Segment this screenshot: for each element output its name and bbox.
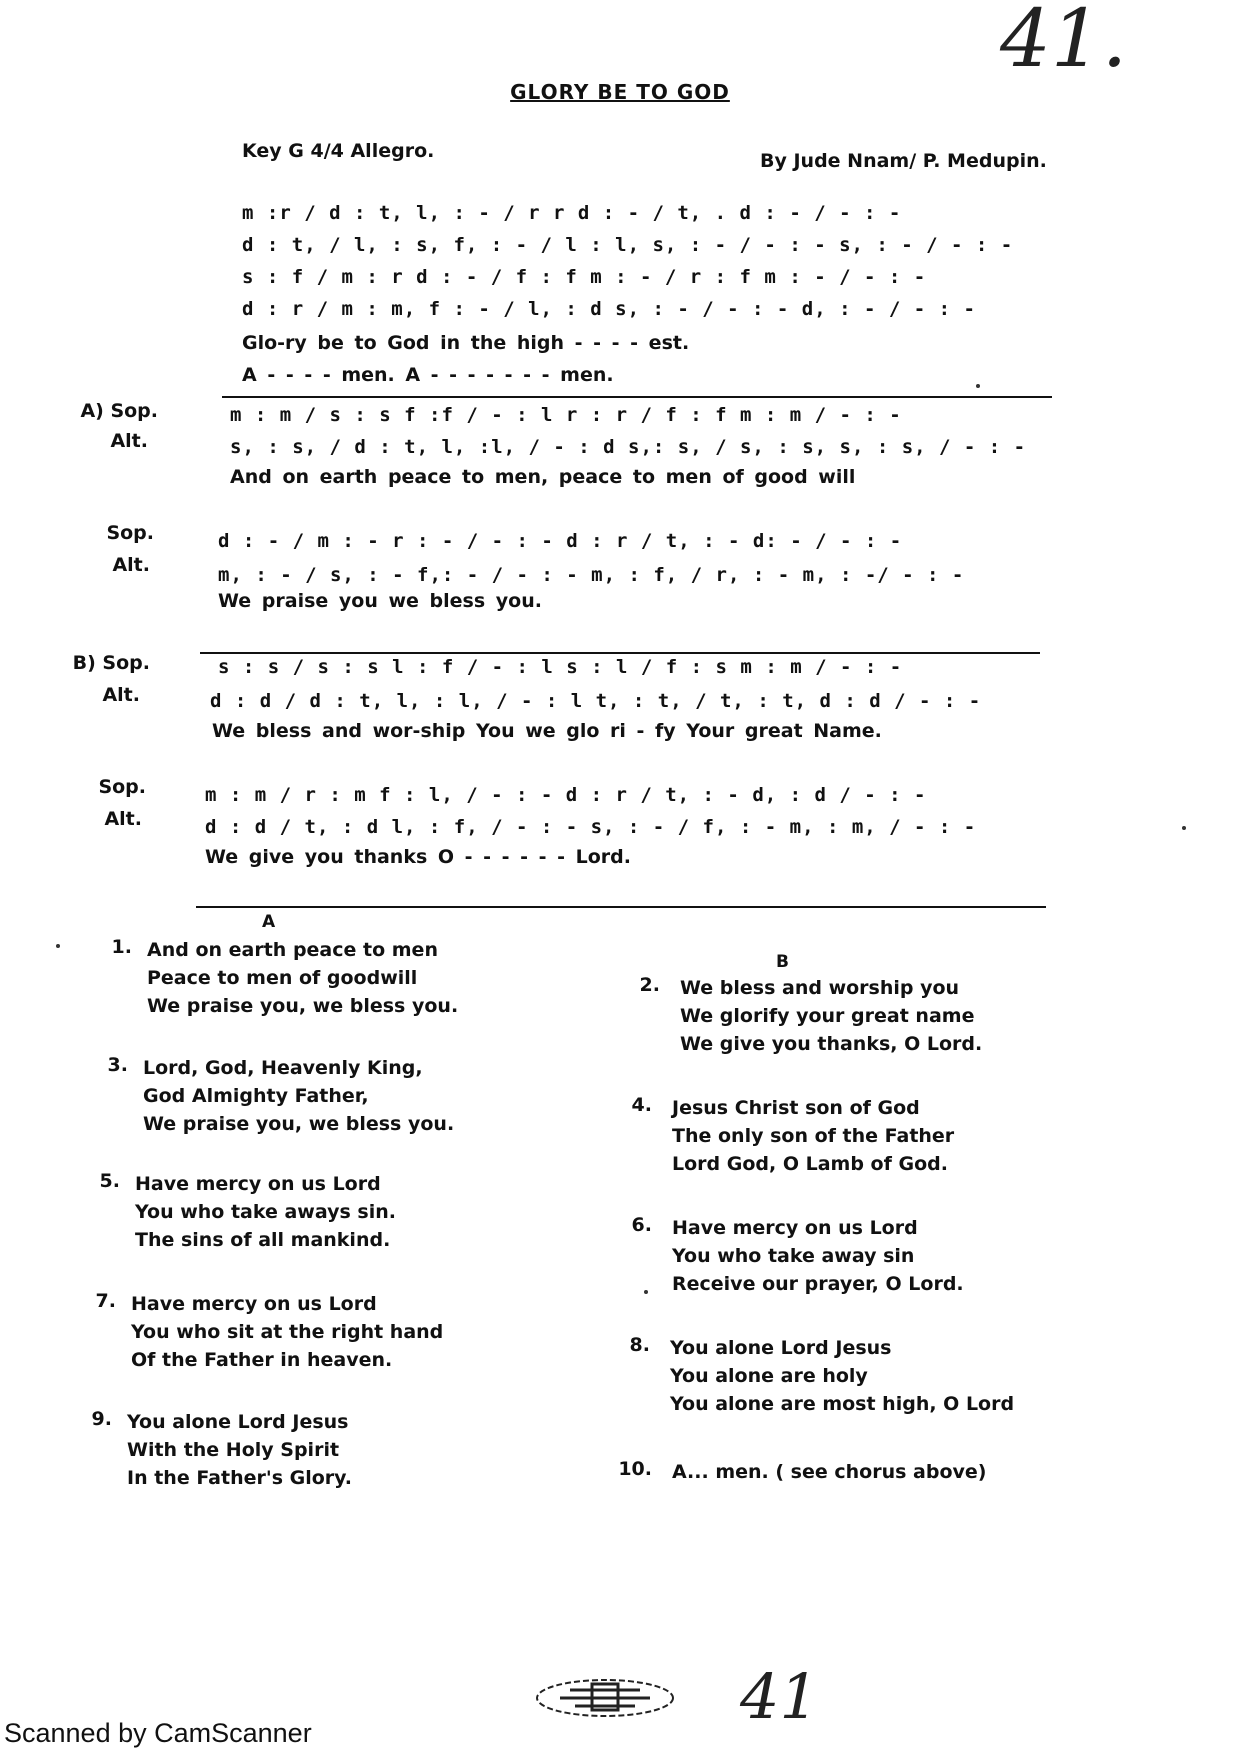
chorus-lyric-1: Glo-ry be to God in the high - - - - est.	[242, 332, 690, 354]
section-a-soprano-line: m : m / s : s f :f / - : l r : r / f : f m : m / - : -	[230, 404, 902, 426]
scan-speck	[644, 1290, 648, 1294]
verse-column-b-heading: B	[776, 952, 789, 972]
verse-line: You alone Lord Jesus	[670, 1337, 892, 1359]
verse-line: You alone Lord Jesus	[127, 1411, 349, 1433]
verse-line: You who sit at the right hand	[131, 1321, 444, 1343]
part-label-alto: Alt.	[110, 430, 148, 452]
verse-line: Lord God, O Lamb of God.	[672, 1153, 948, 1175]
part-label-soprano: B) Sop.	[72, 652, 150, 674]
verse-number: 7.	[95, 1290, 116, 1312]
verse-number: 4.	[631, 1094, 652, 1116]
verse-line: We glorify your great name	[680, 1005, 975, 1027]
verse-line: With the Holy Spirit	[127, 1439, 340, 1461]
section-b-soprano-line-2: m : m / r : m f : l, / - : - d : r / t, : - d, : d / - : -	[205, 784, 927, 806]
verse-line: The only son of the Father	[672, 1125, 955, 1147]
verse-column-a-heading: A	[262, 912, 276, 932]
part-label-soprano: Sop.	[98, 776, 146, 798]
verse-line: Peace to men of goodwill	[147, 967, 418, 989]
verse-line: God Almighty Father,	[143, 1085, 369, 1107]
verse-number: 2.	[639, 974, 660, 996]
section-b-alto-line-2: d : d / t, : d l, : f, / - : - s, : - / f, : - m, : m, / - : -	[205, 816, 977, 838]
section-a-lyric-2: We praise you we bless you.	[218, 590, 542, 612]
verse-line: The sins of all mankind.	[135, 1229, 391, 1251]
part-label-soprano: Sop.	[106, 522, 154, 544]
section-b-soprano-line: s : s / s : s l : f / - : l s : l / f : s m : m / - : -	[218, 656, 903, 678]
scan-speck	[56, 944, 60, 948]
composer-credit: By Jude Nnam/ P. Medupin.	[760, 150, 1047, 172]
verse-number: 3.	[107, 1054, 128, 1076]
verse-number: 5.	[99, 1170, 120, 1192]
scanner-footer: Scanned by CamScanner	[4, 1718, 312, 1748]
section-b-alto-line: d : d / d : t, l, : l, / - : l t, : t, / t, : t, d : d / - : -	[210, 690, 982, 712]
verse-line: A... men. ( see chorus above)	[672, 1461, 987, 1483]
part-label-alto: Alt.	[104, 808, 142, 830]
verse-line: You alone are holy	[670, 1365, 868, 1387]
verse-line: You who take aways sin.	[135, 1201, 396, 1223]
chorus-line-alto: d : t, / l, : s, f, : - / l : l, s, : - / - : - s, : - / - : -	[242, 234, 1014, 256]
divider	[196, 906, 1046, 908]
chorus-line-bass: d : r / m : m, f : - / l, : d s, : - / - : - d, : - / - : -	[242, 298, 976, 320]
section-b-lyric-2: We give you thanks O - - - - - - Lord.	[205, 846, 631, 868]
key-signature: Key G 4/4 Allegro.	[242, 140, 435, 162]
part-label-alto: Alt.	[102, 684, 140, 706]
verse-line: Lord, God, Heavenly King,	[143, 1057, 423, 1079]
verse-number: 1.	[111, 936, 132, 958]
stamp-mark-icon	[530, 1672, 680, 1718]
verse-line: We praise you, we bless you.	[147, 995, 459, 1017]
verse-line: We praise you, we bless you.	[143, 1113, 455, 1135]
scan-speck	[976, 384, 980, 388]
verse-line: You alone are most high, O Lord	[670, 1393, 1015, 1415]
divider	[200, 652, 1040, 654]
section-a-soprano-line-2: d : - / m : - r : - / - : - d : r / t, : - d: - / - : -	[218, 530, 903, 552]
verse-line: Receive our prayer, O Lord.	[672, 1273, 964, 1295]
page-number-bottom: 41	[740, 1660, 819, 1733]
divider	[222, 396, 1052, 398]
chorus-lyric-2: A - - - - men. A - - - - - - - men.	[242, 364, 614, 386]
verse-line: We give you thanks, O Lord.	[680, 1033, 983, 1055]
verse-line: Have mercy on us Lord	[135, 1173, 381, 1195]
verse-number: 8.	[629, 1334, 650, 1356]
verse-line: Jesus Christ son of God	[672, 1097, 920, 1119]
section-a-lyric: And on earth peace to men, peace to men of good will	[230, 466, 856, 488]
verse-number: 6.	[631, 1214, 652, 1236]
page-number-top: 41.	[1000, 0, 1128, 85]
section-b-lyric: We bless and wor-ship You we glo ri - fy Your great Name.	[212, 720, 882, 742]
verse-line: Have mercy on us Lord	[672, 1217, 918, 1239]
verse-number: 9.	[91, 1408, 112, 1430]
part-label-alto: Alt.	[112, 554, 150, 576]
verse-line: Have mercy on us Lord	[131, 1293, 377, 1315]
chorus-line-soprano: m :r / d : t, l, : - / r r d : - / t, . d : - / - : -	[242, 202, 902, 224]
section-a-alto-line-2: m, : - / s, : - f,: - / - : - m, : f, / r, : - m, : -/ - : -	[218, 564, 965, 586]
verse-number: 10.	[618, 1458, 652, 1480]
verse-line: You who take away sin	[672, 1245, 915, 1267]
verse-line: And on earth peace to men	[147, 939, 438, 961]
scan-speck	[1182, 826, 1186, 830]
verse-line: We bless and worship you	[680, 977, 960, 999]
verse-line: Of the Father in heaven.	[131, 1349, 393, 1371]
part-label-soprano: A) Sop.	[80, 400, 158, 422]
verse-line: In the Father's Glory.	[127, 1467, 353, 1489]
song-title: GLORY BE TO GOD	[510, 80, 730, 104]
section-a-alto-line: s, : s, / d : t, l, :l, / - : d s,: s, / s, : s, s, : s, / - : -	[230, 436, 1027, 458]
chorus-line-tenor: s : f / m : r d : - / f : f m : - / r : f m : - / - : -	[242, 266, 927, 288]
